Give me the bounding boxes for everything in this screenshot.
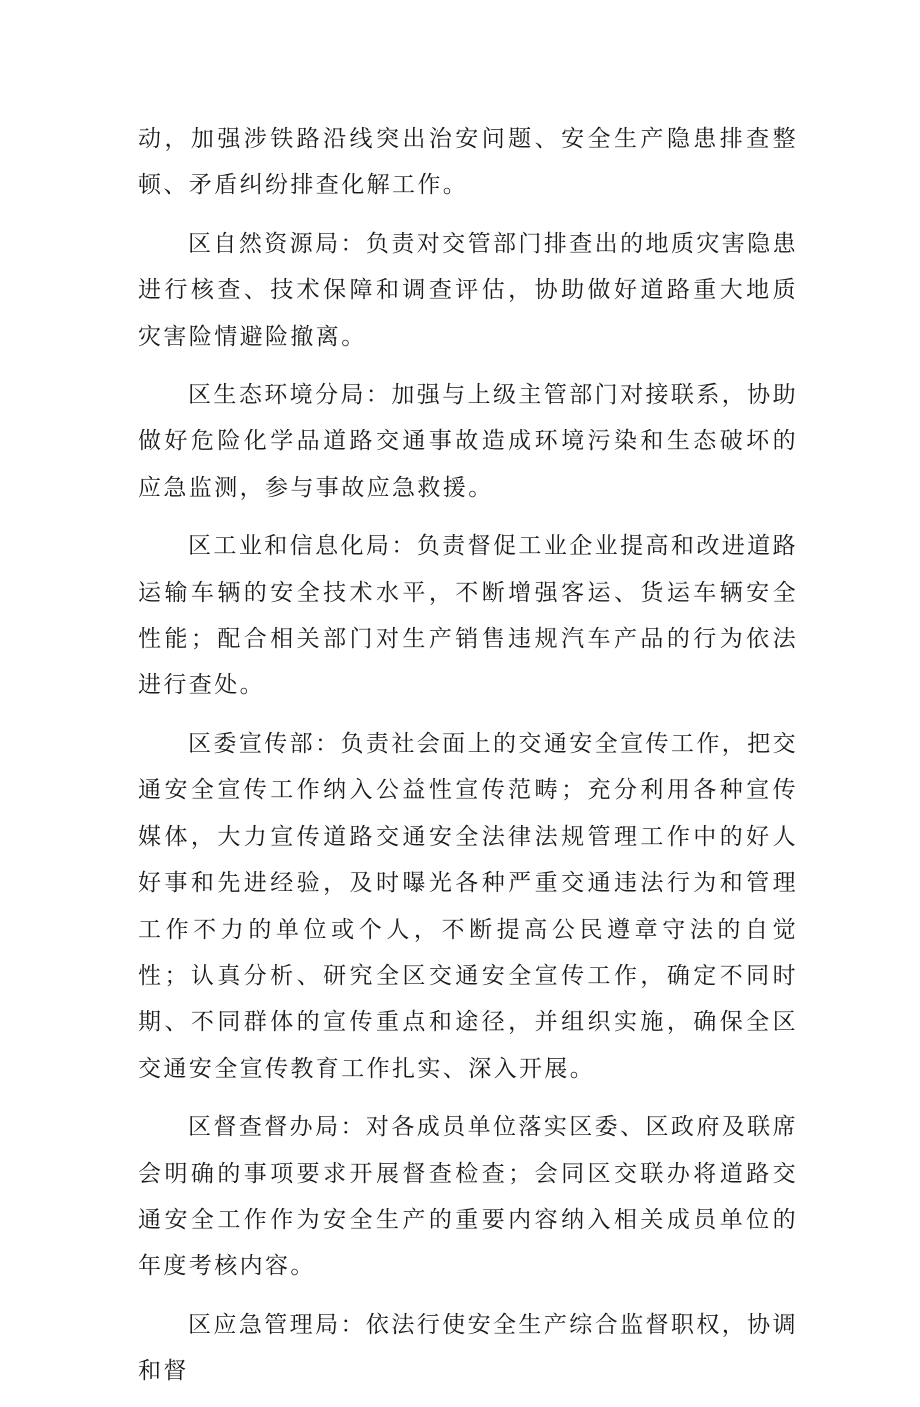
paragraph-emergency-management: 区应急管理局：依法行使安全生产综合监督职权，协调和督: [138, 1311, 798, 1385]
paragraph-supervision-bureau: 区督查督办局：对各成员单位落实区委、区政府及联席会明确的事项要求开展督查检查；会同区交联办将道路交通安全工作作为安全生产的重要内容纳入相关成员单位的年度考核内容。: [138, 1114, 798, 1280]
paragraph-publicity-department: 区委宣传部：负责社会面上的交通安全宣传工作，把交通安全宣传工作纳入公益性宣传范畴；充分利用各种宣传媒体，大力宣传道路交通安全法律法规管理工作中的好人好事和先进经验，及时曝光各种严重交通违法行为和管理工作不力的单位或个人，不断提高公民遵章守法的自觉性；认真分析、研究全区交通安全宣传工作，确定不同时期、不同群体的宣传重点和途径，并组织实施，确保全区交通安全宣传教育工作扎实、深入开展。: [138, 730, 798, 1082]
document-body: [138, 116, 798, 1407]
paragraph-ecology-environment: 区生态环境分局：加强与上级主管部门对接联系，协助做好危险化学品道路交通事故造成环境污染和生态破坏的应急监测，参与事故应急救援。: [138, 382, 798, 501]
paragraph-public-security-continuation: 动，加强涉铁路沿线突出治安问题、安全生产隐患排查整顿、矛盾纠纷排查化解工作。: [138, 126, 798, 199]
paragraph-natural-resources: 区自然资源局：负责对交管部门排查出的地质灾害隐患进行核查、技术保障和调查评估，协助做好道路重大地质灾害险情避险撤离。: [138, 230, 798, 350]
paragraph-industry-information: 区工业和信息化局：负责督促工业企业提高和改进道路运输车辆的安全技术水平，不断增强客运、货运车辆安全性能；配合相关部门对生产销售违规汽车产品的行为依法进行查处。: [138, 533, 798, 699]
